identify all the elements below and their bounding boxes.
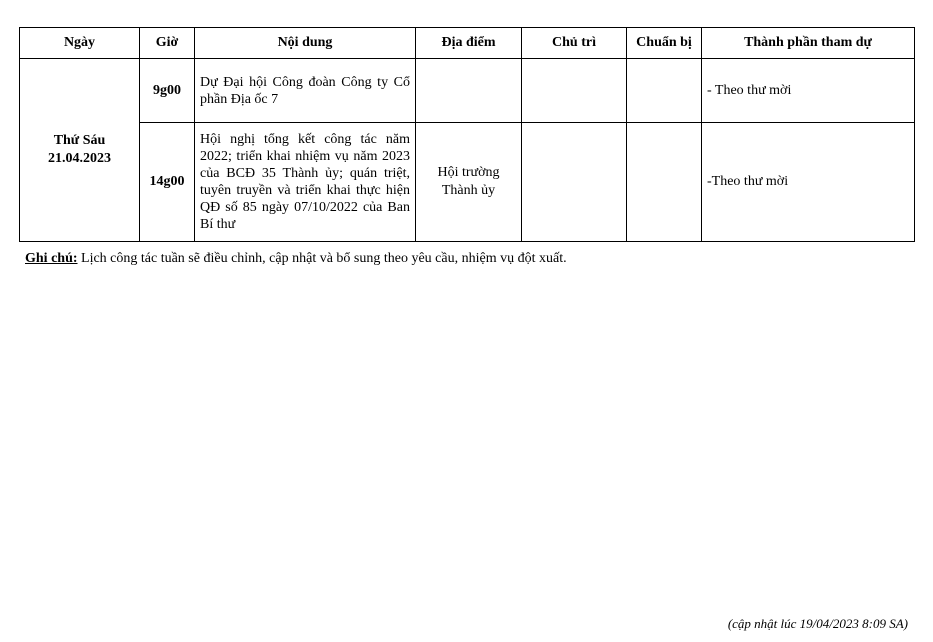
header-time: Giờ (140, 28, 195, 59)
location-cell (416, 123, 522, 242)
table-header-row (20, 28, 915, 59)
table-row (20, 59, 915, 123)
location-cell (416, 59, 522, 123)
updated-timestamp: (cập nhật lúc 19/04/2023 8:09 SA) (727, 616, 908, 631)
chair-cell (522, 59, 627, 123)
note-text: Lịch công tác tuần sẽ điều chỉnh, cập nhật và bổ sung theo yêu cầu, nhiệm vụ đột xuất. (77, 251, 567, 266)
header-prepare: Chuẩn bị (627, 28, 702, 59)
prepare-cell (627, 123, 702, 242)
prepare-cell (627, 59, 702, 123)
header-content: Nội dung (195, 28, 416, 59)
chair-cell (522, 123, 627, 242)
attendees-cell: - Theo thư mời (702, 59, 915, 123)
header-location: Địa điểm (416, 28, 522, 59)
location-line: Thành ủy (441, 183, 496, 198)
header-attendees: Thành phần tham dự (702, 28, 915, 59)
table-row (20, 123, 915, 242)
note-label: Ghi chú: (25, 251, 78, 266)
content-cell: Dự Đại hội Công đoàn Công ty Cổ phần Địa ốc 7 (195, 59, 416, 123)
day-cell (20, 59, 140, 242)
content-cell: Hội nghị tổng kết công tác năm 2022; triển khai nhiệm vụ năm 2023 của BCĐ 35 Thành ủy; quán triệt, tuyên truyền và triển khai thực hiện QĐ số 85 ngày 07/10/2022 của Ban Bí thư (195, 123, 416, 242)
day-date: 21.04.2023 (48, 151, 111, 166)
header-chair: Chủ trì (522, 28, 627, 59)
attendees-cell: -Theo thư mời (702, 123, 915, 242)
time-cell: 9g00 (140, 59, 195, 123)
day-weekday: Thứ Sáu (53, 133, 106, 148)
time-cell: 14g00 (140, 123, 195, 242)
schedule-table (19, 27, 915, 242)
location-line: Hội trường (437, 165, 500, 180)
note (25, 251, 567, 267)
header-day: Ngày (20, 28, 140, 59)
